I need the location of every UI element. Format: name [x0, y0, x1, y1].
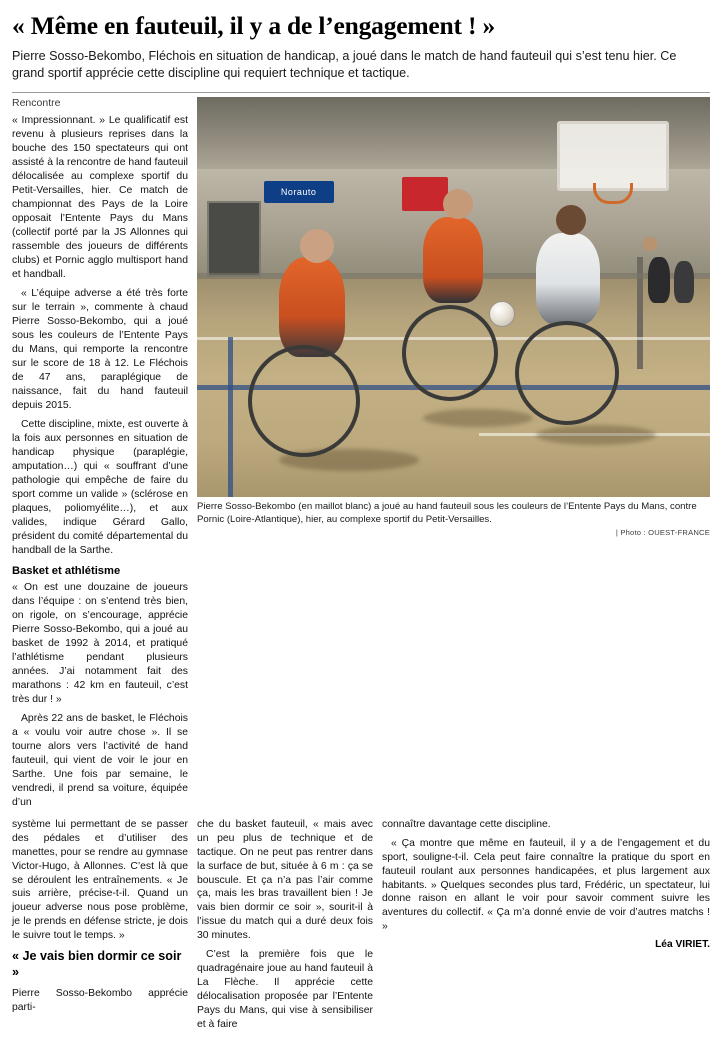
paragraph: « Ça montre que même en fauteuil, il y a de l’engagement et du sport, souligne-t-il. Cela peut faire connaître la pratique du sport en fauteuil roulant aux personnes handicapées, et plus largement aux habitants. » Quelques secondes plus tard, Frédéric, un spectateur, lui donne raison en allant le voir pour savoir comment suivre les aventures du collectif. « Ça m’a donné envie de voir d’autres matchs ! » [382, 837, 710, 933]
standfirst: Pierre Sosso-Bekombo, Fléchois en situation de handicap, a joué dans le match de hand fauteuil qui s’est tenu hier. Ce grand sportif apprécie cette discipline qui requiert technique et tactique. [12, 48, 677, 81]
column-one [12, 97, 188, 814]
column-one-text [12, 114, 188, 558]
wheelchair-left [248, 345, 360, 457]
column-four [382, 818, 710, 1037]
column-three [197, 818, 373, 1037]
wheelchair-right [515, 321, 619, 425]
pull-quote: « Je vais bien dormir ce soir » [12, 949, 182, 980]
sponsor-banner: Norauto [264, 181, 334, 203]
byline: Léa VIRIET. [655, 939, 710, 951]
article-photo [197, 97, 710, 497]
paragraph: Cette discipline, mixte, est ouverte à la fois aux personnes en situation de handicap physique (paraplégie, amputation…) qui « souffrant d’une pathologie qui empêche de faire du sport comme un valide » (sclérose en plaques, poliomyélite…), et aux valides, indique Gérard Gallo, président du comité départemental du handball de la Sarthe. [12, 418, 188, 556]
paragraph: Pierre Sosso-Bekombo apprécie parti- [12, 987, 188, 1013]
photo-door [207, 201, 261, 277]
divider [12, 92, 710, 93]
column-four-text [382, 818, 710, 935]
basketball-hoop-icon [557, 121, 669, 191]
court-line-blue-vertical [228, 337, 233, 497]
paragraph: « Impressionnant. » Le qualificatif est revenu à plusieurs reprises dans la bouche des 150 spectateurs qui ont assisté à la rencontre de hand fauteuil délocalisée au complexe sportif du Petit-Versailles, hier. Ce match de championnat des Pays de la Loire opposait l’Entente Pays du Mans (collectif porté par la JS Allonnes qui rassemble des joueurs de différents clubs) et Pornic agglo multisport hand et handball. [12, 115, 188, 281]
photo-caption: Pierre Sosso-Bekombo (en maillot blanc) a joué au hand fauteuil sous les couleurs de l’Entente Pays du Mans, contre Pornic (Loire-Atlantique), hier, au complexe sportif du Petit-Versailles. [197, 501, 697, 525]
column-two [12, 818, 188, 1037]
player-orange-40 [423, 217, 483, 303]
paragraph: che du basket fauteuil, « mais avec un peu plus de technique et de tactique. On ne peut pas rentrer dans la surface de but, située à 6 m : ça se bouscule. Et ça n’a pas l’air comme ça, mais les bras travaillent bien ! Je vais bien dormir ce soir », sourit-il à l’issue du match qui a duré deux fois 30 minutes. [197, 818, 373, 942]
player-orange [279, 257, 345, 357]
paragraph: C’est la première fois que le quadragénaire joue au hand fauteuil à La Flèche. Il apprécie cette délocalisation proposée par l’Entente Pays du Mans, qui vise à sensibiliser et à faire [197, 949, 373, 1031]
spectator [674, 261, 694, 303]
paragraph: système lui permettant de se passer des pédales et d’utiliser des manettes, pour se rendre au gymnase Victor-Hugo, à Allonnes. C’est là que se déroulent les entraînements. « Je suis arrière, précise-t-il. Quand un joueur adverse nous pose problème, je le prends en défense stricte, je dois le suivre tout le temps. » [12, 818, 188, 942]
column-one-text-after [12, 581, 188, 810]
top-zone [12, 97, 710, 814]
spectator [648, 257, 670, 303]
page-title: « Même en fauteuil, il y a de l’engagement ! » [12, 11, 495, 40]
paragraph: connaître davantage cette discipline. [382, 818, 551, 830]
player-head [300, 229, 334, 263]
player-white-4 [536, 233, 600, 325]
subheading: Basket et athlétisme [12, 564, 121, 577]
photo-block [197, 97, 710, 537]
section-kicker: Rencontre [12, 97, 61, 110]
bottom-zone [12, 818, 710, 1037]
paragraph: Après 22 ans de basket, le Fléchois a « voulu voir autre chose ». Il se tourne alors vers l’activité de hand fauteuil, qui vient de voir le jour en Sarthe. Une fois par semaine, le vendredi, il prend sa voiture, équipée d’un [12, 712, 188, 808]
wheelchair-middle [402, 305, 498, 401]
paragraph: « On est une douzaine de joueurs dans l’équipe : on s’entend très bien, on rigole, on s’encourage, apprécie Pierre Sosso-Bekombo, qui a joué au basket de 1992 à 2014, et pratiqué l’athlétisme pendant plusieurs années. J’ai notamment fait des marathons : 42 km en fauteuil, c’est très dur ! » [12, 581, 188, 705]
column-three-text [197, 818, 373, 1033]
paragraph: « L’équipe adverse a été très forte sur le terrain », commente à chaud Pierre Sosso-Bekombo, qui a joué sous les couleurs de l’Entente Pays du Mans, qui remporte la rencontre sur le score de 18 à 12. Le Fléchois de 47 ans, paraplégique de naissance, fait du hand fauteuil depuis 2015. [12, 288, 188, 411]
column-two-text-after [12, 987, 188, 1015]
photo-credit: | Photo : OUEST-FRANCE [615, 528, 710, 538]
column-two-text [12, 818, 188, 944]
sponsor-banner-red [402, 177, 448, 211]
